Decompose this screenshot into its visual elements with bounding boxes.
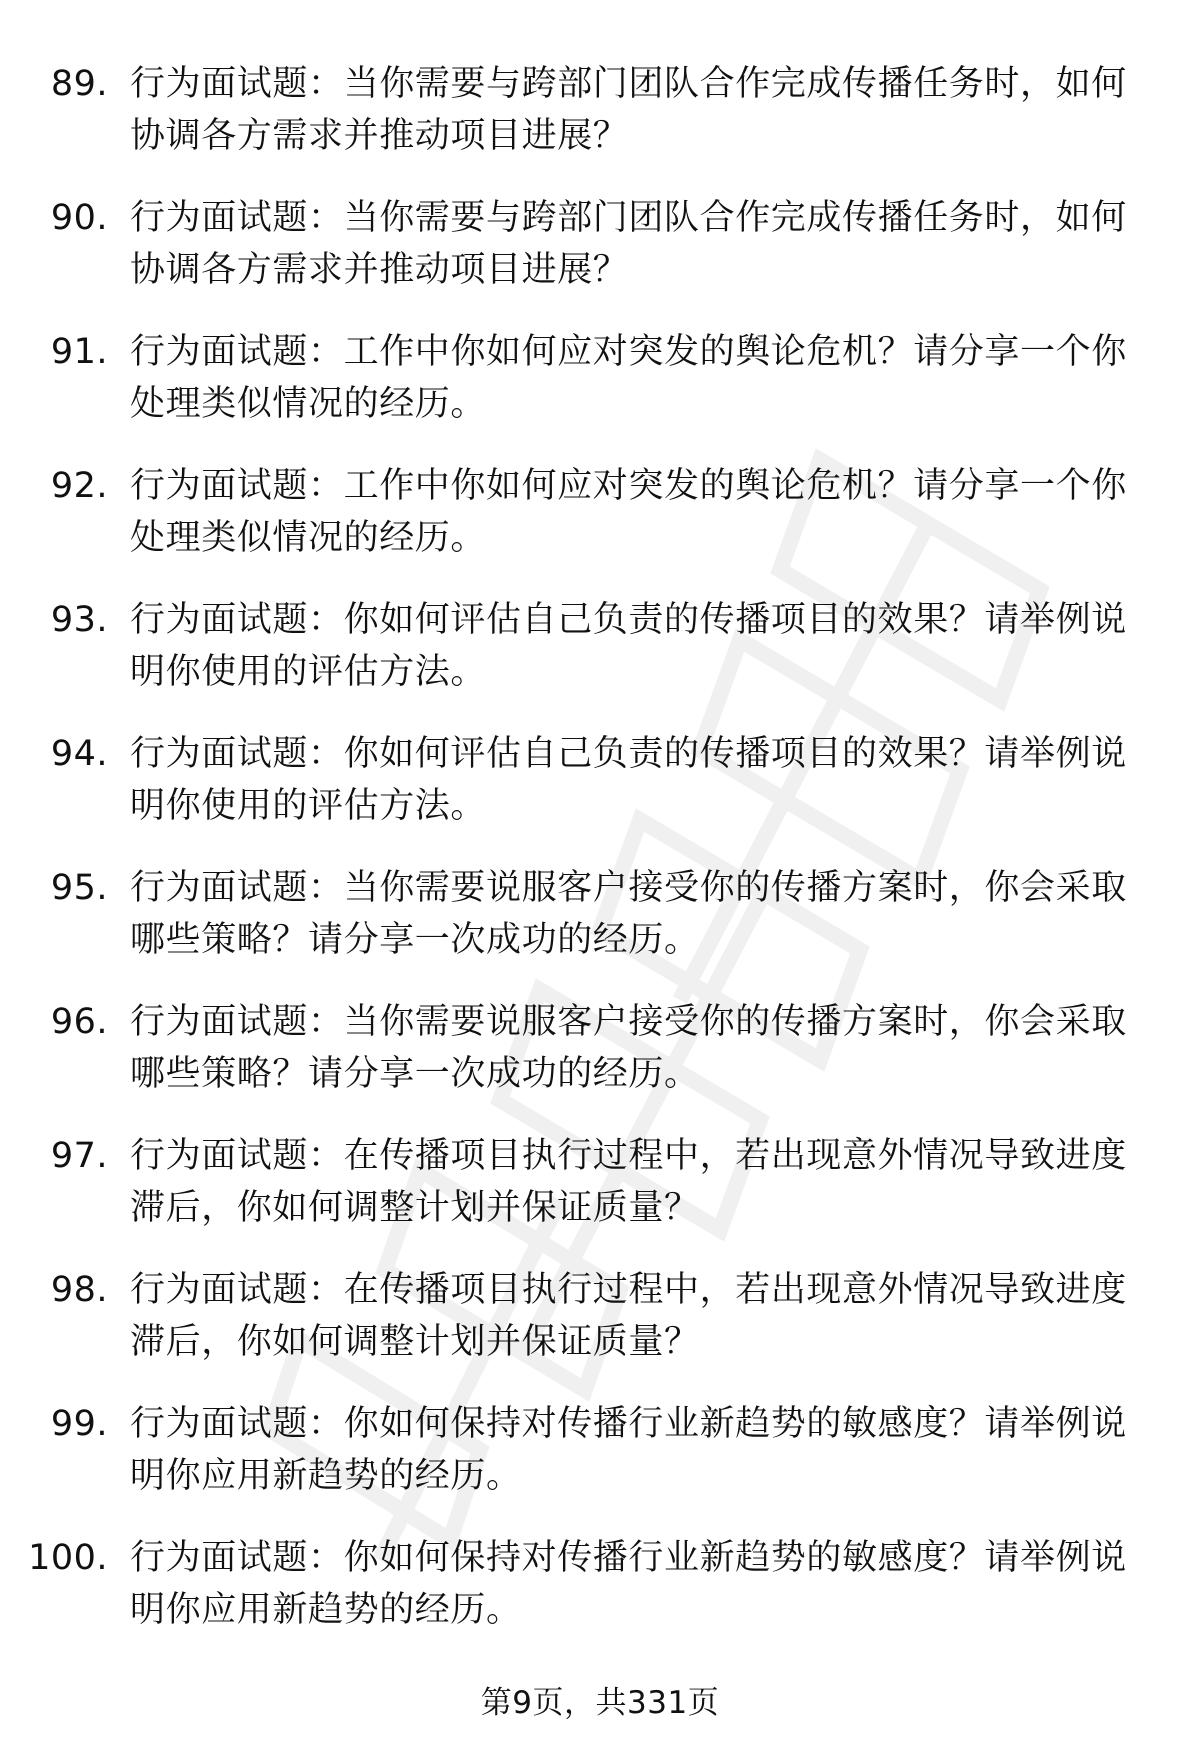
list-item [0, 594, 1200, 728]
question-line: 滞后，你如何调整计划并保证质量？ [130, 1188, 700, 1228]
question-line: 明你应用新趋势的经历。 [130, 1456, 522, 1496]
question-text [130, 326, 1140, 430]
question-line: 行为面试题：当你需要与跨部门团队合作完成传播任务时，如何 [130, 64, 1127, 104]
question-number: 94. [50, 734, 108, 774]
question-line: 哪些策略？请分享一次成功的经历。 [130, 1054, 700, 1094]
list-item [0, 728, 1200, 862]
question-text [130, 58, 1140, 162]
question-line: 行为面试题：当你需要说服客户接受你的传播方案时，你会采取 [130, 1002, 1127, 1042]
question-line: 行为面试题：你如何评估自己负责的传播项目的效果？请举例说 [130, 734, 1127, 774]
page-number-label: 第9页，共331页 [480, 1685, 720, 1721]
list-item [0, 1398, 1200, 1532]
question-line: 行为面试题：在传播项目执行过程中，若出现意外情况导致进度 [130, 1136, 1127, 1176]
question-number: 93. [50, 600, 108, 640]
question-line: 行为面试题：当你需要说服客户接受你的传播方案时，你会采取 [130, 868, 1127, 908]
question-number: 92. [50, 466, 108, 506]
question-number: 96. [50, 1002, 108, 1042]
question-line: 明你应用新趋势的经历。 [130, 1590, 522, 1630]
question-number: 89. [50, 64, 108, 104]
question-line: 明你使用的评估方法。 [130, 786, 487, 826]
question-number: 90. [50, 198, 108, 238]
question-list [0, 58, 1200, 1666]
question-text [130, 460, 1140, 564]
question-line: 协调各方需求并推动项目进展？ [130, 116, 629, 156]
question-number: 99. [50, 1404, 108, 1444]
question-line: 处理类似情况的经历。 [130, 518, 487, 558]
question-text [130, 1398, 1140, 1502]
question-text [130, 1532, 1140, 1636]
list-item [0, 1130, 1200, 1264]
question-line: 滞后，你如何调整计划并保证质量？ [130, 1322, 700, 1362]
question-text [130, 996, 1140, 1100]
question-line: 行为面试题：工作中你如何应对突发的舆论危机？请分享一个你 [130, 332, 1127, 372]
list-item [0, 460, 1200, 594]
question-text [130, 1130, 1140, 1234]
question-line: 行为面试题：在传播项目执行过程中，若出现意外情况导致进度 [130, 1270, 1127, 1310]
question-text [130, 192, 1140, 296]
question-number: 98. [50, 1270, 108, 1310]
question-line: 行为面试题：你如何保持对传播行业新趋势的敏感度？请举例说 [130, 1404, 1127, 1444]
question-line: 哪些策略？请分享一次成功的经历。 [130, 920, 700, 960]
list-item [0, 1264, 1200, 1398]
page-footer [0, 1683, 1200, 1723]
question-text [130, 862, 1140, 966]
question-text [130, 594, 1140, 698]
question-text [130, 1264, 1140, 1368]
list-item [0, 1532, 1200, 1666]
list-item [0, 996, 1200, 1130]
question-line: 行为面试题：你如何评估自己负责的传播项目的效果？请举例说 [130, 600, 1127, 640]
question-number: 91. [50, 332, 108, 372]
question-line: 行为面试题：工作中你如何应对突发的舆论危机？请分享一个你 [130, 466, 1127, 506]
question-number: 97. [50, 1136, 108, 1176]
question-line: 处理类似情况的经历。 [130, 384, 487, 424]
question-line: 协调各方需求并推动项目进展？ [130, 250, 629, 290]
question-number: 95. [50, 868, 108, 908]
list-item [0, 192, 1200, 326]
question-line: 行为面试题：你如何保持对传播行业新趋势的敏感度？请举例说 [130, 1538, 1127, 1578]
question-line: 明你使用的评估方法。 [130, 652, 487, 692]
list-item [0, 58, 1200, 192]
question-line: 行为面试题：当你需要与跨部门团队合作完成传播任务时，如何 [130, 198, 1127, 238]
list-item [0, 326, 1200, 460]
question-text [130, 728, 1140, 832]
list-item [0, 862, 1200, 996]
question-number: 100. [28, 1538, 108, 1578]
